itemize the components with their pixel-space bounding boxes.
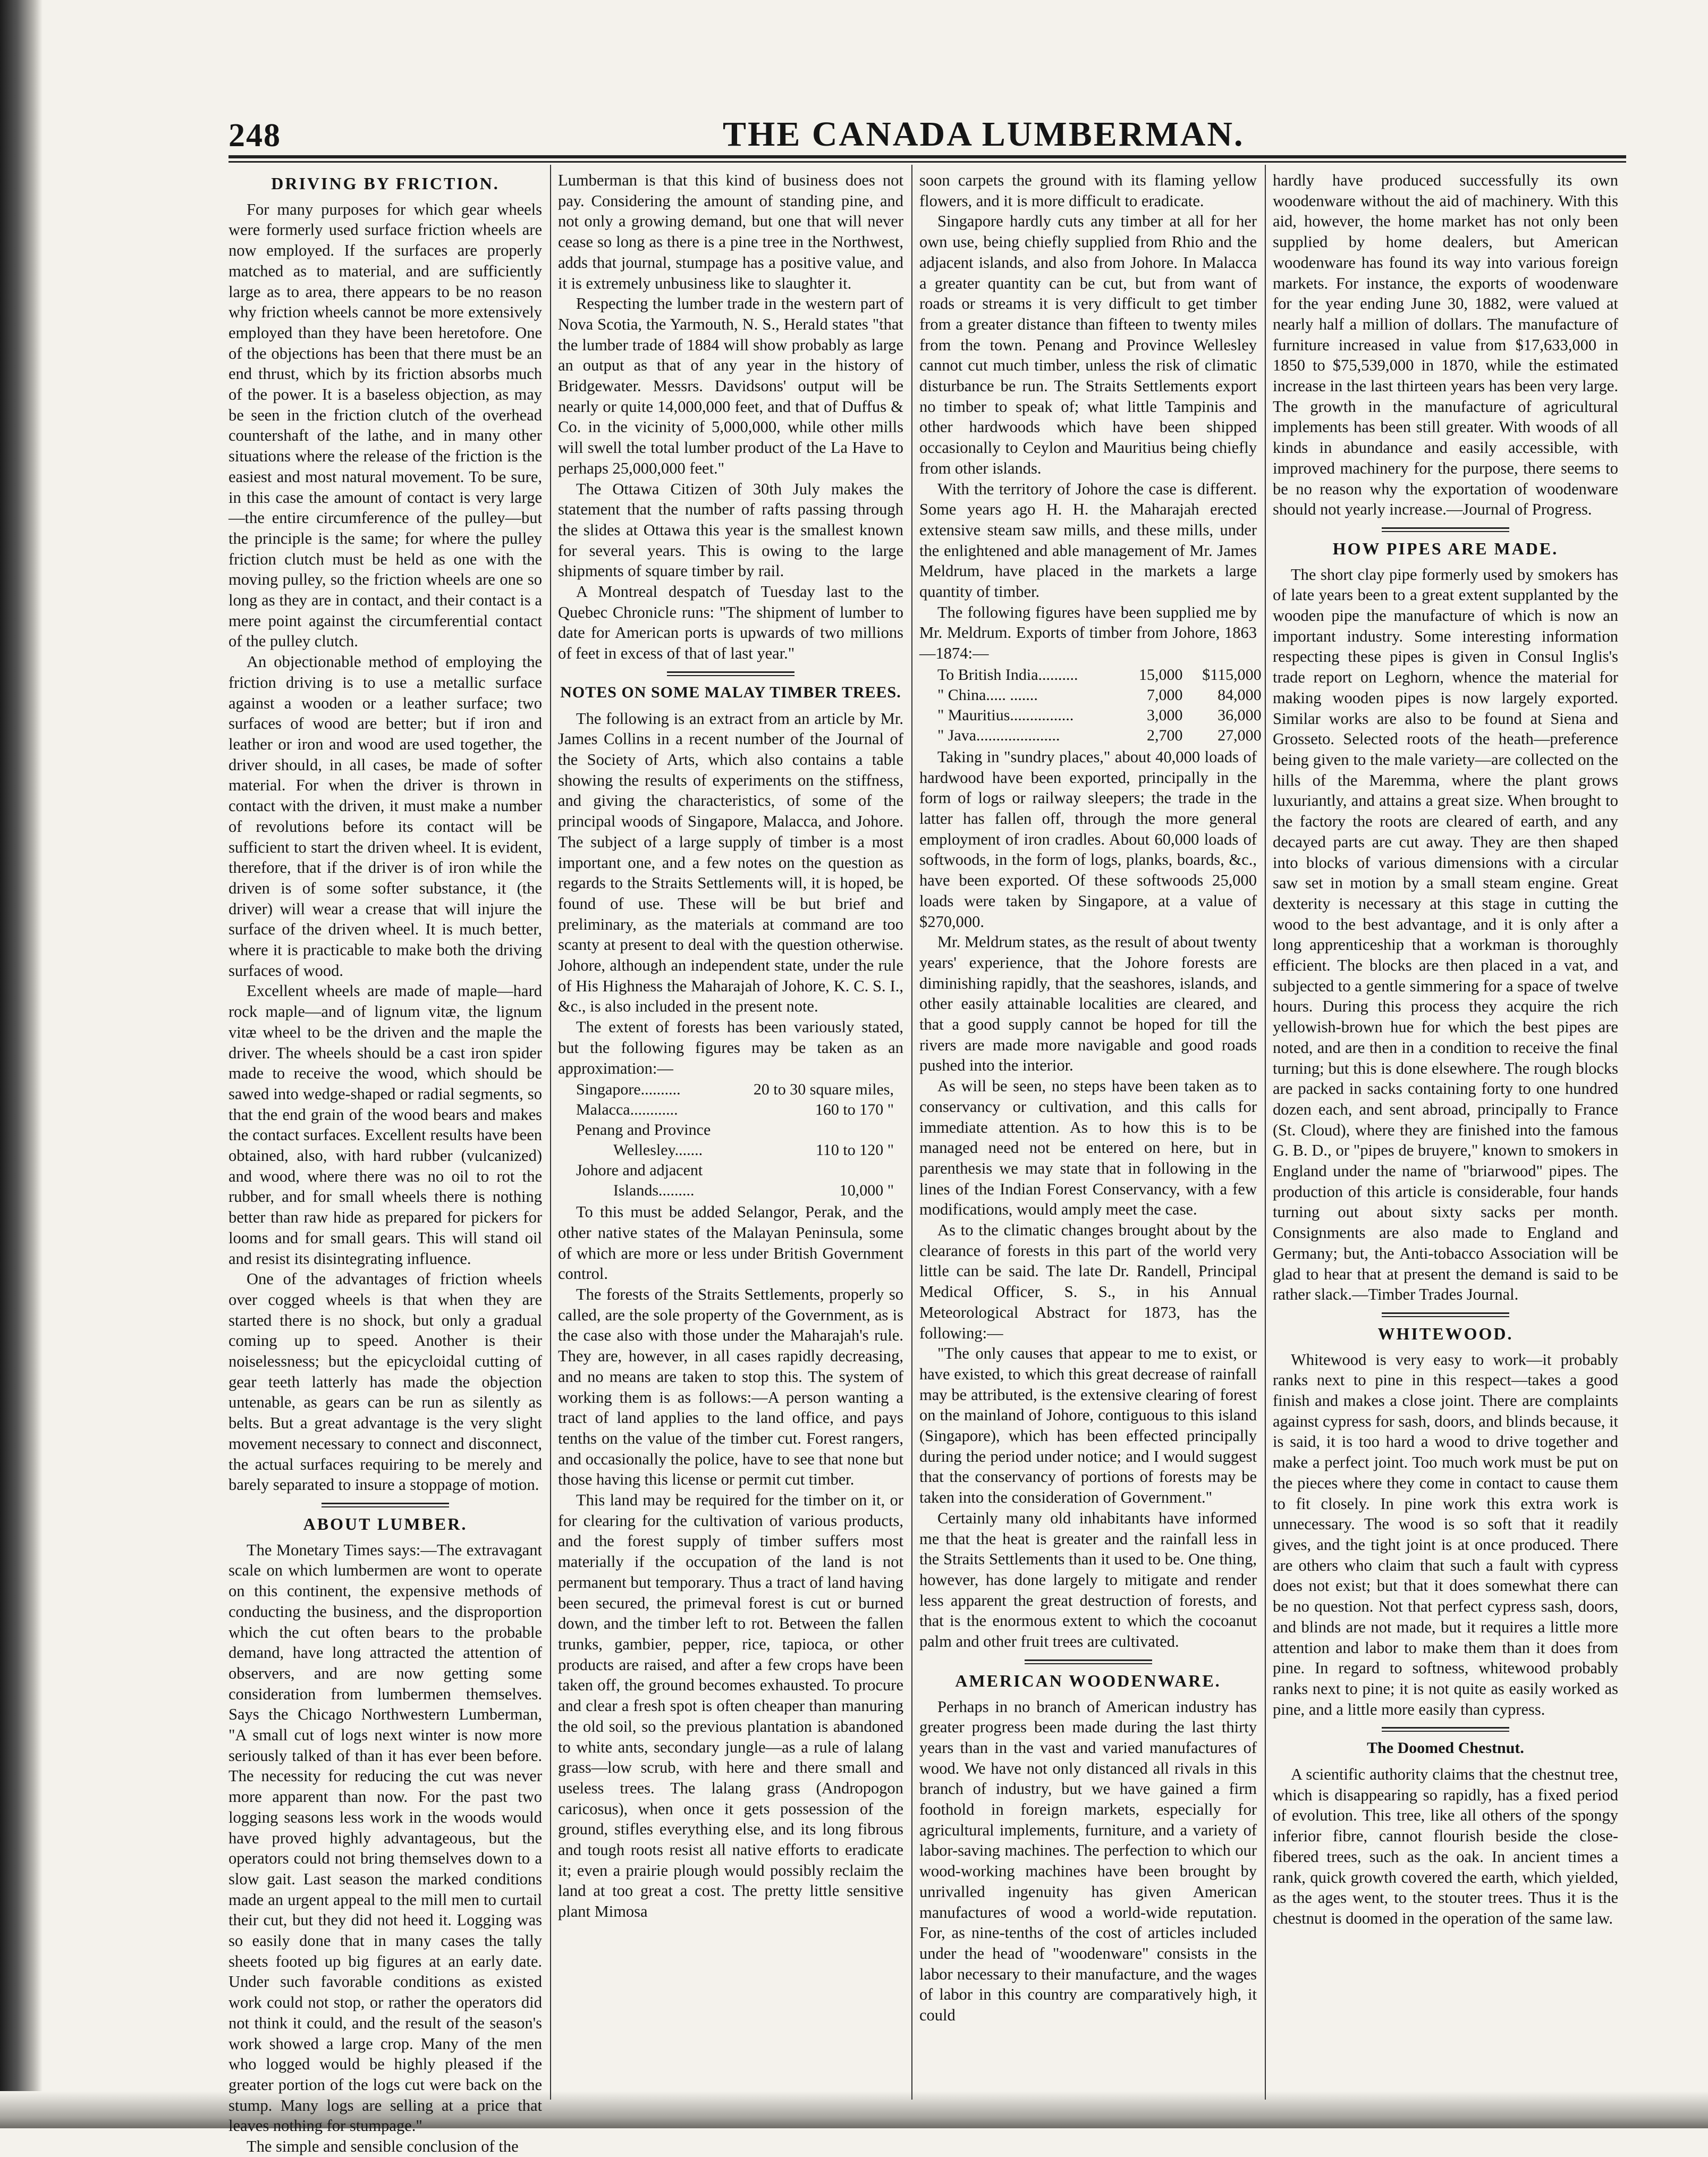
paragraph: This land may be required for the timber on it, or for clearing for the cultivation of various products, and the forest supply of timber suffers most materially if the occupation of the land is not permanent but temporary. Thus a tract of land having been secured, the primeval forest is cut or burned down, and the timber left to rot. Between the fallen trunks, gambier, pepper, rice, tapioca, or other products are raised, and after a few crops have been taken off, the ground becomes exhausted. To procure and clear a fresh spot is often cheaper than manuring the old soil, so the previous plantation is abandoned to white ants, secondary jungle—as a rule of lalang grass—low scrub, with here and there small and useless trees. The lalang grass (Andropogon caricosus), when once it gets possession of the ground, stifles everything else, and its long fibrous and tough roots resist all native efforts to eradicate it; even a prairie plough would possibly reclaim the land at too great a cost. The pretty little sensitive plant Mimosa	[558, 1491, 903, 1921]
article-title-woodenware: AMERICAN WOODENWARE.	[955, 1671, 1221, 1690]
paragraph: The short clay pipe formerly used by smokers has of late years been to a great extent supplanted by the wooden pipe the manufacture of which is now an important industry. Some interesting information respecting these pipes is given in Consul Inglis's trade report on Leghorn, whence the material for making wooden pipes is now largely exported. Similar works are also to be found at Siena and Grosseto. Selected roots of the heath—preference being given to the male variety—are collected on the hills of the Maremma, where the plant grows luxuriantly, and attains a great size. When brought to the factory the roots are cleared of earth, and any decayed parts are cut away. They are then shaped into blocks of various dimensions with a circular saw set in motion by a small steam engine. Great dexterity is necessary at this stage in cutting the wood to the best advantage, and it is only after a long apprenticeship that a workman is thoroughly efficient. The blocks are then placed in a vat, and subjected to a gentle simmering for a space of twelve hours. During this process they acquire the rich yellowish-brown hue for which the best pipes are noted, and are then in a condition to receive the final turning; but this is done elsewhere. The rough blocks are packed in sacks containing forty to one hundred dozen each, and sent abroad, principally to France (St. Cloud), where they are finished into the famous G. B. D., or "pipes de bruyere," known to smokers in England under the name of "briarwood" pipes. The production of this article is considerable, four hands turning out about sixty sacks per month. Consignments are also made to England and Germany; but, the Anti-tobacco Association will be glad to hear that at present the demand is said to be rather slack.—Timber Trades Journal.	[1273, 565, 1618, 1304]
paragraph: The extent of forests has been variously stated, but the following figures may be taken as an approximation:—	[558, 1018, 903, 1077]
table-cell: $115,000	[1202, 665, 1262, 684]
paragraph: Certainly many old inhabitants have informed me that the heat is greater and the rainfall less in the Straits Settlements than it used to be. One thing, however, has done largely to mitigate and render less apparent the great destruction of forests, and that is the enormous extent to which the cocoanut palm and other fruit trees are cultivated.	[919, 1509, 1257, 1651]
table-cell: Malacca............	[576, 1101, 678, 1119]
paragraph: For many purposes for which gear wheels were formerly used surface friction wheels are now employed. If the surfaces are properly matched as to material, and are sufficiently large as to area, there appears to be no reason why friction wheels cannot be more extensively employed than they have been heretofore. One of the objections has been that there must be an end thrust, which by its friction absorbs much of the power. It is a baseless objection, as may be seen in the friction clutch of the overhead countershaft of the lathe, and in many other situations where the release of the friction is the easiest and most natural movement. To be sure, in this case the amount of contact is very large—the entire circumference of the pulley—but the principle is the same; for where the pulley friction clutch must be held as one with the moving pulley, so the friction wheels are one so long as they are in contact, and their contact is a mere point against the circumferential contact of the pulley clutch.	[229, 200, 542, 651]
table-cell: Islands.........	[613, 1182, 695, 1200]
table-row	[937, 705, 1262, 726]
table-row	[576, 1100, 894, 1120]
column-2	[558, 170, 903, 2100]
paragraph: A scientific authority claims that the chestnut tree, which is disappearing so rapidly, has a fixed period of evolution. This tree, like all others of the spongy inferior fibre, cannot flourish beside the close-fibered trees, such as the oak. In ancient times a rank, quick growth covered the earth, which yielded, as the ages went, to the stouter trees. Thus it is the chestnut is doomed in the operation of the same law.	[1273, 1765, 1618, 1927]
column-rule	[1265, 165, 1266, 2100]
paragraph: soon carpets the ground with its flaming yellow flowers, and it is more difficult to eradicate.	[919, 171, 1257, 210]
column-rule	[550, 165, 551, 2100]
table-row	[576, 1140, 894, 1160]
paragraph: Singapore hardly cuts any timber at all for her own use, being chiefly supplied from Rhio and the adjacent islands, and also from Johore. In Malacca a greater quantity can be cut, but from want of roads or streams it is very difficult to get timber from a greater distance than fifteen to twenty miles from the town. Penang and Province Wellesley cannot cut much timber, unless the risk of climatic disturbance be run. The Straits Settlements export no timber to speak of; what little Tampinis and other hardwoods which have been shipped occasionally to Ceylon and Mauritius being chiefly from other islands.	[919, 212, 1257, 477]
table-cell: Penang and Province	[576, 1121, 711, 1139]
section-divider	[1382, 527, 1509, 532]
paragraph: The forests of the Straits Settlements, properly so called, are the sole property of the Government, as is the case also with those under the Maharajah's rule. They are, however, in all cases rapidly decreasing, and no means are taken to stop this. The system of working them is as follows:—A person wanting a tract of land applies to the land office, and pays tenths on the value of the timber cut. Forest rangers, and occasionally the police, have to see that none but those having this license or permit cut timber.	[558, 1285, 903, 1489]
paragraph: The simple and sensible conclusion of the	[247, 2137, 519, 2156]
paragraph: An objectionable method of employing the friction driving is to use a metallic surface against a wooden or a leather surface; two surfaces of wood are better; but if iron and leather or iron and wood are used together, the driver should, in all cases, be made of softer material. For when the driver is thrown in contact with the driven, it must make a number of revolutions before its contact will be sufficient to start the driven wheel. It is evident, therefore, that if the driver is of iron while the driven is of some softer substance, it (the driver) will wear a crease that will injure the surface of the driven wheel. It is much better, where it is practicable to make both the driving surfaces of wood.	[229, 653, 542, 980]
table-row	[576, 1080, 894, 1100]
column-3	[919, 170, 1262, 2100]
table-cell	[732, 1160, 894, 1181]
section-divider	[1025, 1659, 1152, 1664]
table-cell	[732, 1120, 894, 1140]
table-cell: 27,000	[1217, 726, 1262, 744]
table-cell: 2,700	[1146, 726, 1183, 744]
timber-exports-table	[937, 665, 1262, 746]
masthead-title: THE CANADA LUMBERMAN.	[723, 115, 1245, 154]
page-number: 248	[229, 117, 281, 154]
paragraph: As to the climatic changes brought about by the clearance of forests in this part of the world very little can be said. The late Dr. Randell, Principal Medical Officer, S. S., in his Annual Meteorological Abstract for 1873, has the following:—	[919, 1221, 1257, 1342]
table-row	[937, 665, 1262, 685]
table-cell: 84,000	[1217, 686, 1262, 704]
section-divider	[322, 1503, 449, 1507]
article-title-malay: NOTES ON SOME MALAY TIMBER TREES.	[560, 683, 901, 701]
paragraph: To this must be added Selangor, Perak, and the other native states of the Malayan Peninsula, some of which are more or less under British Government control.	[558, 1203, 903, 1283]
paragraph: Perhaps in no branch of American industry has greater progress been made during the last thirty years than in the vast and varied manufactures of wood. We have not only distanced all rivals in this branch of industry, but we have gained a firm foothold in foreign markets, especially for agricultural implements, furniture, and a variety of labor-saving machines. The perfection to which our wood-working machines have been brought by unrivalled ingenuity has given American manufactures of wood a world-wide reputation. For, as nine-tenths of the cost of articles included under the head of "woodenware" consists in the labor necessary to their manufacture, and the wages of labor in this country are comparatively high, it could	[919, 1697, 1257, 2025]
column-rule	[911, 165, 912, 2100]
paragraph: Whitewood is very easy to work—it probably ranks next to pine in this respect—takes a good finish and makes a close joint. There are complaints against cypress for sash, doors, and blinds because, it is said, it is too hard a wood to drive together and make a perfect joint. Too much work must be put on the pieces where they come in contact to cause them to fit closely. In pine work this extra work is unnecessary. The wood is so soft that it readily gives, and the tight joint is at once produced. There are others who claim that such a fault with cypress does not exist; but that it does somewhat there can be no question. Not that perfect cypress sash, doors, and blinds are not made, but it requires a little more attention and labor to make them than it does from pine. In regard to softness, whitewood probably ranks next to pine; it is not quite as easily worked as pine, and a little more easily than cypress.	[1273, 1350, 1618, 1718]
table-cell: " Java.....................	[937, 726, 1060, 744]
table-cell: 110 to 120 "	[816, 1141, 894, 1159]
article-title-driving: DRIVING BY FRICTION.	[271, 174, 500, 193]
paragraph: The following is an extract from an article by Mr. James Collins in a recent number of the Journal of the Society of Arts, which also contains a table showing the results of experiments on the stiffness, and giving the characteristics, of some of the principal woods of Singapore, Malacca, and Johore. The subject of a large supply of timber is a most important one, and a few notes on the question as regards to the Straits Settlements will, it is hoped, be found of use. These will be but brief and preliminary, as the materials at command are too scanty at present to deal with the question otherwise. Johore, although an independent state, under the rule of His Highness the Maharajah of Johore, K. C. S. I., &c., is also included in the present note.	[558, 709, 903, 1016]
table-cell: 20 to 30 square miles,	[753, 1081, 894, 1099]
table-row	[937, 726, 1262, 746]
paragraph: Respecting the lumber trade in the western part of Nova Scotia, the Yarmouth, N. S., Herald states "that the lumber trade of 1884 will show probably as large an output as that of any year in the history of Bridgewater. Messrs. Davidsons' output will be nearly or quite 14,000,000 feet, and that of Duffus & Co. in the vicinity of 5,000,000, while other mills will swell the total lumber product of the La Have to perhaps 25,000,000 feet."	[558, 294, 903, 477]
table-row	[937, 685, 1262, 705]
paragraph: "The only causes that appear to me to exist, or have existed, to which this great decrease of rainfall may be attributed, is the extensive clearing of forest on the mainland of Johore, contiguous to this island (Singapore), which has been effected principally during the period under notice; and I would suggest that the conservancy of portions of forests may be taken into the consideration of Government."	[919, 1344, 1257, 1507]
paragraph: The Ottawa Citizen of 30th July makes the statement that the number of rafts passing through the slides at Ottawa this year is the smallest known for several years. This is owing to the large shipments of square timber by rail.	[558, 479, 903, 580]
table-cell: 3,000	[1146, 706, 1183, 724]
paragraph: hardly have produced successfully its own woodenware without the aid of machinery. With this aid, however, the home market has not only been supplied by home dealers, but American woodenware has found its way into various foreign markets. For instance, the exports of woodenware for the year ending June 30, 1882, were valued at nearly half a million of dollars. The manufacture of furniture increased in value from $17,633,000 in 1850 to $75,539,000 in 1870, while the estimated increase in the last thirteen years has been very large. The growth in the manufacture of agricultural implements has been still greater. With woods of all kinds in abundance and easily accessible, with improved machinery for the purpose, there seems to be no reason why the exportation of woodenware should not yearly increase.—Journal of Progress.	[1273, 171, 1618, 519]
section-divider	[667, 671, 794, 676]
paragraph: Mr. Meldrum states, as the result of about twenty years' experience, that the Johore forests are diminishing rapidly, that the seashores, islands, and other easily attainable localities are cleared, and that a good supply cannot be hoped for till the rivers are made more navigable and good roads pushed into the interior.	[919, 933, 1257, 1075]
table-cell: 15,000	[1138, 665, 1183, 684]
table-cell: Singapore..........	[576, 1081, 681, 1099]
section-divider	[1382, 1727, 1509, 1732]
header-rule	[229, 155, 1626, 163]
table-cell: 36,000	[1217, 706, 1262, 724]
article-title-whitewood: WHITEWOOD.	[1377, 1324, 1513, 1343]
paragraph: Excellent wheels are made of maple—hard rock maple—and of lignum vitæ, the lignum vitæ wheel to be the driven and the maple the driver. The wheels should be a cast iron spider made to receive the wood, which should be sawed into wedge-shaped or radial segments, so that the end grain of the wood bears and makes the contact surfaces. Excellent results have been obtained, also, with hard rubber (vulcanized) and wood, where there was no oil to rot the rubber, and for small wheels there is nothing better than raw hide as prepared for pickers for looms and for small gears. This will stand oil and resist its disintegrating influence.	[229, 982, 542, 1268]
paragraph: The following figures have been supplied me by Mr. Meldrum. Exports of timber from Johore, 1863—1874:—	[919, 603, 1257, 663]
paragraph: With the territory of Johore the case is different. Some years ago H. H. the Maharajah erected extensive steam saw mills, and these mills, under the enlightened and able management of Mr. James Meldrum, have placed in the markets a large quantity of timber.	[919, 479, 1257, 601]
table-cell: 10,000 "	[839, 1182, 894, 1200]
paragraph: Lumberman is that this kind of business does not pay. Considering the amount of standing pine, and not only a growing demand, but one that will never cease so long as there is a pine tree in the Northwest, adds that journal, stumpage has a positive value, and it is extremely unbusiness like to slaughter it.	[558, 171, 903, 292]
table-cell: 160 to 170 "	[815, 1101, 894, 1119]
table-row	[576, 1160, 894, 1181]
paragraph: The Monetary Times says:—The extravagant scale on which lumbermen are wont to operate on this continent, the expensive methods of conducting the business, and the disproportion which the cut often bears to the probable demand, have long attracted the attention of observers, and are now getting some consideration from lumbermen themselves. Says the Chicago Northwestern Lumberman, "A small cut of logs next winter is now more seriously talked of than it has ever been before. The necessity for reducing the cut was never more apparent than now. For the past two logging seasons less work in the woods would have proved highly advantageous, but the operators could not bring themselves down to a slow gait. Last season the marked conditions made an urgent appeal to the mill men to curtail their cut, but they did not heed it. Logging was so easily done that in many cases the tally sheets footed up big figures at an early date. Under such favorable conditions as existed work could not stop, or rather the operators did not think it could, and the result of the season's work showed a large crop. Many of the men who logged would be highly pleased if the greater portion of the logs cut were back on the stump. Many logs are selling at a price that leaves nothing for stumpage."	[229, 1540, 542, 2135]
column-4	[1273, 170, 1618, 2100]
table-row	[576, 1120, 894, 1140]
table-cell: Johore and adjacent	[576, 1161, 703, 1179]
table-row	[576, 1181, 894, 1201]
table-cell: " China..... .......	[937, 686, 1038, 704]
table-cell: " Mauritius................	[937, 706, 1074, 724]
paragraph: A Montreal despatch of Tuesday last to the Quebec Chronicle runs: "The shipment of lumber to date for American ports is upwards of two millions of feet in excess of that of last year."	[558, 583, 903, 663]
section-divider	[1382, 1312, 1509, 1317]
column-1	[229, 170, 542, 2156]
paragraph: One of the advantages of friction wheels over cogged wheels is that when they are started there is no shock, but only a gradual coming up to speed. Another is their noiselessness; but the epicycloidal cutting of gear teeth latterly has made the objection untenable, as gears can be run as silently as belts. But a great advantage is the very slight movement necessary to connect and disconnect, the actual surfaces requiring to be merely and barely separated to insure a stoppage of motion.	[229, 1270, 542, 1494]
article-title-lumber: ABOUT LUMBER.	[303, 1514, 468, 1534]
article-title-pipes: HOW PIPES ARE MADE.	[1332, 538, 1559, 558]
table-cell: 7,000	[1146, 686, 1183, 704]
table-cell: Wellesley.......	[613, 1141, 703, 1159]
table-cell: To British India..........	[937, 665, 1078, 684]
scan-left-edge	[0, 0, 43, 2128]
paragraph: Taking in "sundry places," about 40,000 loads of hardwood have been exported, principally in the form of logs or railway sleepers; the trade in the latter has fallen off, through the more general employment of iron cradles. About 60,000 loads of softwoods, in the form of logs, planks, boards, &c., have been exported. Of these softwoods 25,000 loads were taken by Singapore, at a value of $270,000.	[919, 747, 1257, 931]
paragraph: As will be seen, no steps have been taken as to conservancy or cultivation, and this calls for immediate attention. As to how this is to be managed need not be entered on here, but in parenthesis we may state that in following in the lines of the Indian Forest Conservancy, with a few modifications, would amply meet the case.	[919, 1077, 1257, 1219]
forest-area-table	[576, 1080, 894, 1201]
article-title-chestnut: The Doomed Chestnut.	[1367, 1739, 1524, 1757]
